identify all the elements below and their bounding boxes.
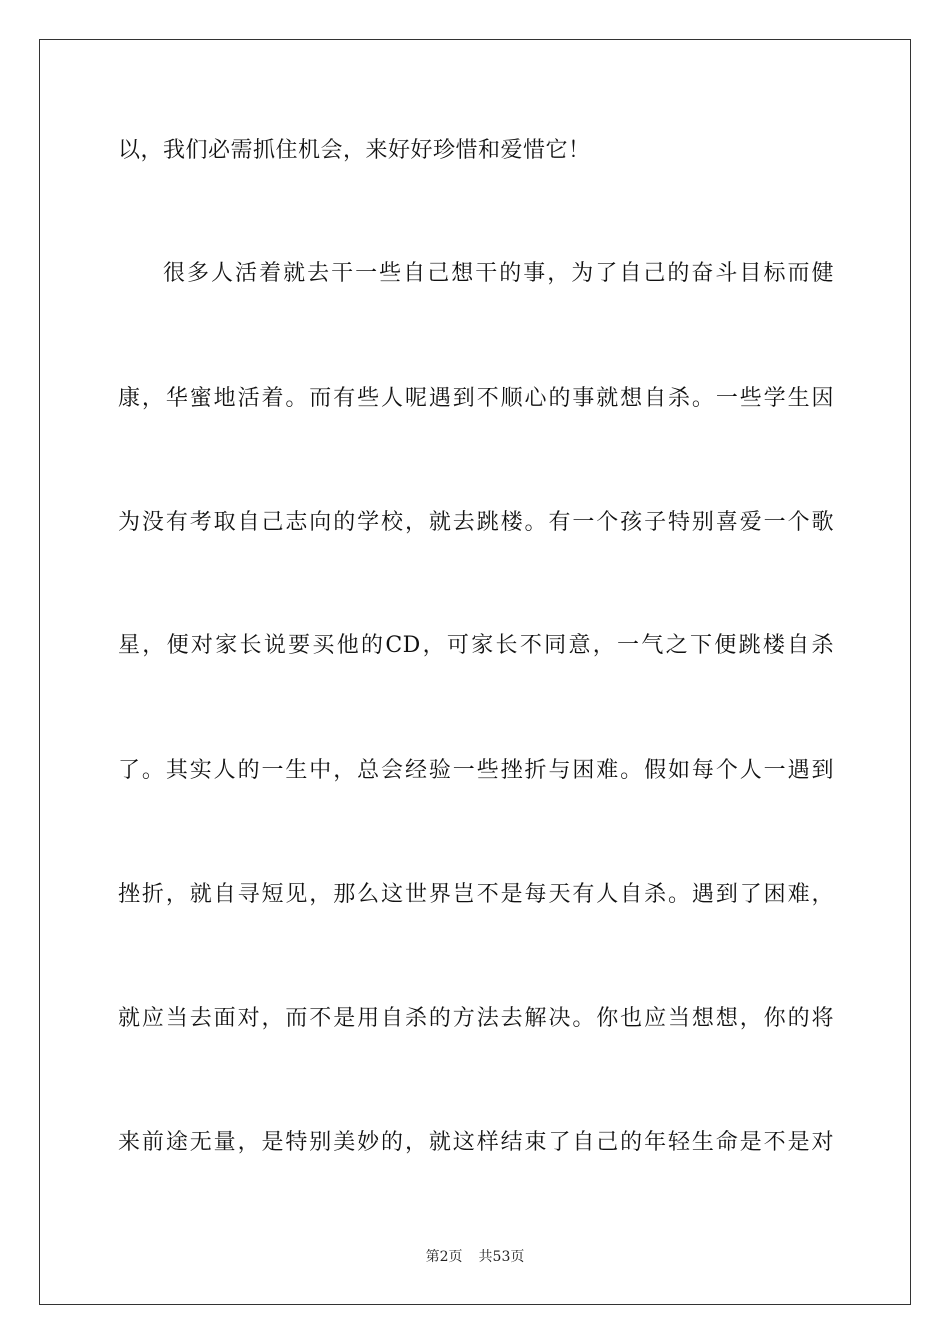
paragraph-line-2: 很多人活着就去干一些自己想干的事，为了自己的奋斗目标而健 <box>163 261 834 286</box>
paragraph-line-9: 来前途无量，是特别美妙的，就这样结束了自己的年轻生命是不是对 <box>118 1130 834 1155</box>
page-number: 第2页 <box>425 1249 463 1265</box>
total-pages: 共53页 <box>478 1249 525 1265</box>
paragraph-line-8: 就应当去面对，而不是用自杀的方法去解决。你也应当想想，你的将 <box>118 1006 834 1031</box>
paragraph-line-1: 以，我们必需抓住机会，来好好珍惜和爱惜它！ <box>118 138 591 163</box>
paragraph-line-3: 康，华蜜地活着。而有些人呢遇到不顺心的事就想自杀。一些学生因 <box>118 386 834 411</box>
page-border <box>39 39 911 1305</box>
page-footer <box>0 1248 950 1266</box>
paragraph-line-6: 了。其实人的一生中，总会经验一些挫折与困难。假如每个人一遇到 <box>118 758 834 783</box>
paragraph-line-5: 星，便对家长说要买他的CD，可家长不同意，一气之下便跳楼自杀 <box>118 633 834 658</box>
paragraph-line-7: 挫折，就自寻短见，那么这世界岂不是每天有人自杀。遇到了困难， <box>118 882 834 907</box>
paragraph-line-4: 为没有考取自己志向的学校，就去跳楼。有一个孩子特别喜爱一个歌 <box>118 510 834 535</box>
